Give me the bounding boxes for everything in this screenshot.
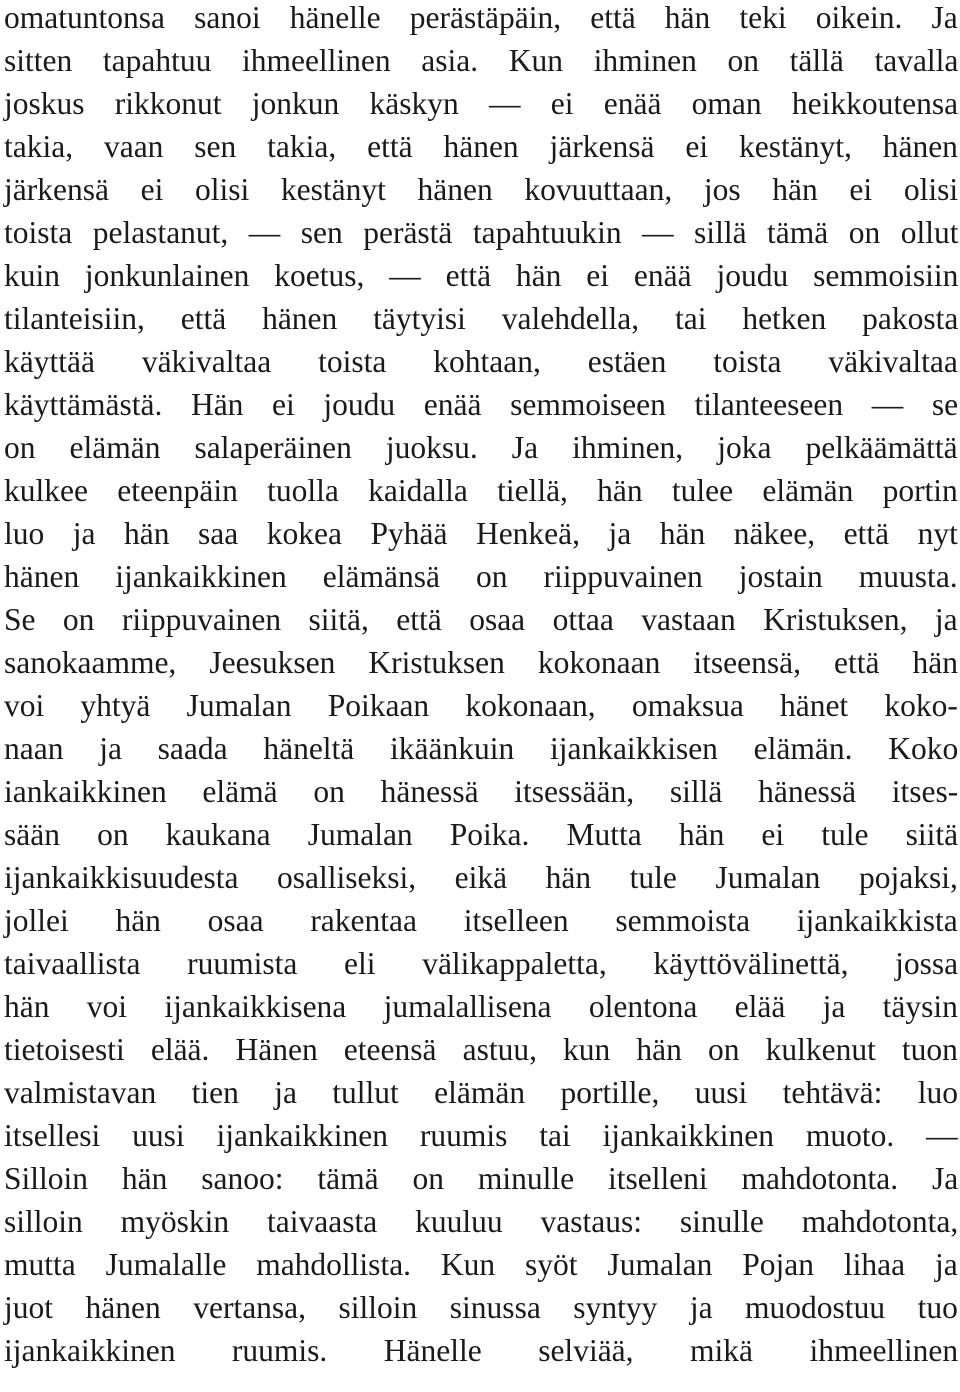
text-line-22: jollei hän osaa rakentaa itselleen semmoista ijankaikkista	[4, 903, 958, 938]
text-line-24: hän voi ijankaikkisena jumalallisena olentona elää ja täysin	[4, 989, 958, 1024]
text-line-31: juot hänen vertansa, silloin sinussa syntyy ja muodostuu tuo	[4, 1290, 958, 1325]
text-line-4: takia, vaan sen takia, että hänen järkensä ei kestänyt, hänen	[4, 129, 958, 164]
text-line-14: hänen ijankaikkinen elämänsä on riippuvainen jostain muusta.	[4, 559, 958, 594]
text-line-26: valmistavan tien ja tullut elämän portille, uusi tehtävä: luo	[4, 1075, 958, 1110]
text-line-11: on elämän salaperäinen juoksu. Ja ihminen, joka pelkäämättä	[4, 430, 958, 465]
text-line-2: sitten tapahtuu ihmeellinen asia. Kun ihminen on tällä tavalla	[4, 43, 959, 78]
text-line-12: kulkee eteenpäin tuolla kaidalla tiellä, hän tulee elämän portin	[4, 473, 958, 508]
text-line-23: taivaallista ruumista eli välikappaletta, käyttövälinettä, jossa	[4, 946, 959, 981]
text-line-21: ijankaikkisuudesta osalliseksi, eikä hän tule Jumalan pojaksi,	[4, 860, 958, 895]
text-line-25: tietoisesti elää. Hänen eteensä astuu, kun hän on kulkenut tuon	[4, 1032, 958, 1067]
text-line-30: mutta Jumalalle mahdollista. Kun syöt Jumalan Pojan lihaa ja	[4, 1247, 958, 1282]
text-line-9: käyttää väkivaltaa toista kohtaan, estäen toista väkivaltaa	[4, 344, 958, 379]
text-line-8: tilanteisiin, että hänen täytyisi valehdella, tai hetken pakosta	[4, 301, 959, 336]
text-line-7: kuin jonkunlainen koetus, — että hän ei enää joudu semmoisiin	[4, 258, 959, 293]
text-line-28: Silloin hän sanoo: tämä on minulle itselleni mahdotonta. Ja	[4, 1161, 959, 1196]
text-line-18: naan ja saada häneltä ikäänkuin ijankaikkisen elämän. Koko	[4, 731, 959, 766]
text-line-13: luo ja hän saa kokea Pyhää Henkeä, ja hän näkee, että nyt	[4, 516, 958, 551]
text-line-15: Se on riippuvainen siitä, että osaa ottaa vastaan Kristuksen, ja	[4, 602, 958, 637]
text-line-19: iankaikkinen elämä on hänessä itsessään, sillä hänessä itses-	[4, 774, 959, 809]
text-line-1: omatuntonsa sanoi hänelle perästäpäin, että hän teki oikein. Ja	[4, 0, 958, 35]
text-line-17: voi yhtyä Jumalan Poikaan kokonaan, omaksua hänet koko-	[4, 688, 958, 723]
text-line-27: itsellesi uusi ijankaikkinen ruumis tai ijankaikkinen muoto. —	[4, 1118, 958, 1153]
text-line-10: käyttämästä. Hän ei joudu enää semmoiseen tilanteeseen — se	[4, 387, 959, 422]
text-line-5: järkensä ei olisi kestänyt hänen kovuuttaan, jos hän ei olisi	[4, 172, 959, 207]
text-line-16: sanokaamme, Jeesuksen Kristuksen kokonaan itseensä, että hän	[4, 645, 959, 680]
text-line-20: sään on kaukana Jumalan Poika. Mutta hän ei tule siitä	[4, 817, 959, 852]
text-line-6: toista pelastanut, — sen perästä tapahtuukin — sillä tämä on ollut	[4, 215, 959, 250]
text-line-3: joskus rikkonut jonkun käskyn — ei enää oman heikkoutensa	[4, 86, 959, 121]
text-line-32: ijankaikkinen ruumis. Hänelle selviää, mikä ihmeellinen	[4, 1333, 959, 1368]
text-line-29: silloin myöskin taivaasta kuuluu vastaus: sinulle mahdotonta,	[4, 1204, 959, 1239]
